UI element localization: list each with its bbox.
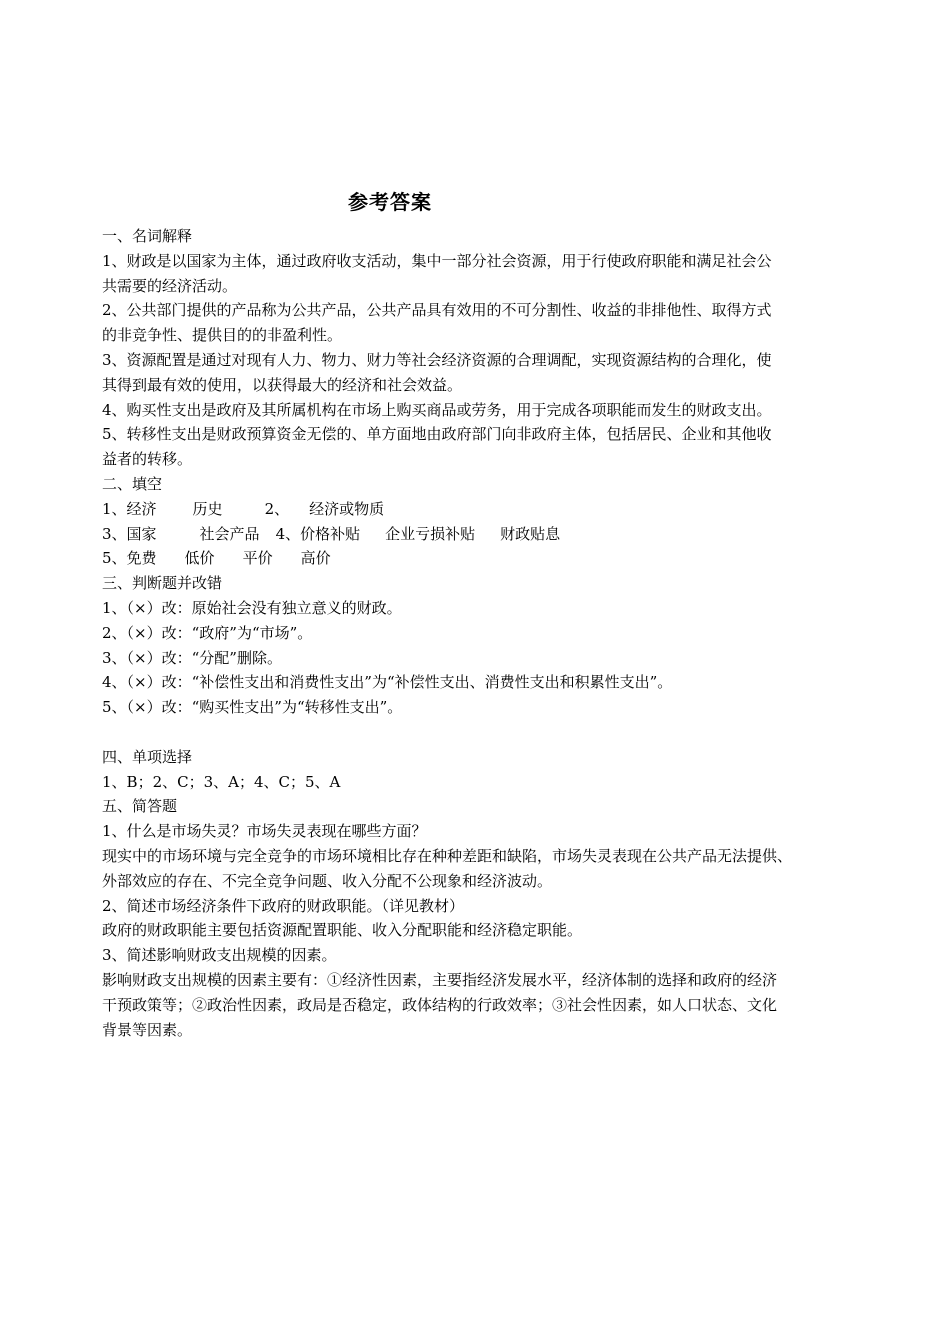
text-line: 2、（×）改：“政府”为“市场”。 [102, 623, 313, 642]
text-line: 1、什么是市场失灵？市场失灵表现在哪些方面？ [102, 822, 427, 841]
blank-answer: 历史 [192, 499, 223, 518]
blank-answer: 社会产品 [199, 524, 260, 543]
blank-answer: 3、国家 [102, 524, 157, 543]
blank-answer: 高价 [300, 549, 331, 568]
text-line: 3、（×）改：“分配”删除。 [102, 648, 282, 667]
text-line: 5、（×）改：“购买性支出”为“转移性支出”。 [102, 698, 403, 717]
text-line: 4、（×）改：“补偿性支出和消费性支出”为“补偿性支出、消费性支出和积累性支出”。 [102, 673, 673, 692]
text-line: 背景等因素。 [102, 1020, 193, 1039]
section-heading-definitions: 一、名词解释 [102, 227, 193, 245]
text-line: 外部效应的存在、不完全竞争问题、收入分配不公现象和经济波动。 [102, 871, 553, 890]
section-heading-fill-blank: 二、填空 [102, 474, 163, 493]
text-line: 共需要的经济活动。 [102, 276, 238, 295]
choice-answers: 1、B；2、C；3、A；4、C；5、A [102, 772, 341, 791]
blank-answer: 4、价格补贴 [275, 524, 361, 543]
blank-answer: 低价 [184, 549, 215, 568]
section-heading-true-false: 三、判断题并改错 [102, 574, 223, 593]
document-body [102, 224, 872, 1042]
blank-answer: 经济或物质 [309, 499, 385, 518]
blank-answer: 财政贴息 [500, 524, 561, 543]
text-line: 1、财政是以国家为主体，通过政府收支活动，集中一部分社会资源，用于行使政府职能和满足社会公 [102, 251, 772, 270]
section-heading-single-choice: 四、单项选择 [102, 747, 193, 766]
blank-answer: 平价 [242, 549, 273, 568]
text-line: 3、资源配置是通过对现有人力、物力、财力等社会经济资源的合理调配，实现资源结构的合理化，使 [102, 350, 772, 369]
text-line: 3、简述影响财政支出规模的因素。 [102, 946, 337, 965]
text-line: 益者的转移。 [102, 450, 193, 469]
blank-answer: 企业亏损补贴 [385, 524, 476, 543]
fill-blank-row [102, 497, 872, 522]
text-line: 5、转移性支出是财政预算资金无偿的、单方面地由政府部门向非政府主体，包括居民、企业和其他收 [102, 425, 772, 444]
fill-blank-row [102, 522, 872, 547]
blank-answer: 2、 [264, 499, 290, 518]
text-line: 现实中的市场环境与完全竞争的市场环境相比存在种种差距和缺陷，市场失灵表现在公共产品无法提供、 [102, 846, 793, 865]
text-line: 政府的财政职能主要包括资源配置职能、收入分配职能和经济稳定职能。 [102, 921, 583, 940]
fill-blank-row [102, 546, 872, 571]
text-line: 的非竞争性、提供目的的非盈利性。 [102, 326, 343, 345]
document-title: 参考答案 [348, 190, 432, 214]
blank-answer: 1、经济 [102, 499, 157, 518]
text-line: 2、简述市场经济条件下政府的财政职能。（详见教材） [102, 896, 465, 915]
text-line: 其得到最有效的使用，以获得最大的经济和社会效益。 [102, 375, 463, 394]
blank-answer: 5、免费 [102, 549, 157, 568]
text-line: 4、购买性支出是政府及其所属机构在市场上购买商品或劳务，用于完成各项职能而发生的财政支出。 [102, 400, 772, 419]
text-line: 1、（×）改：原始社会没有独立意义的财政。 [102, 598, 402, 617]
text-line: 干预政策等；②政治性因素，政局是否稳定，政体结构的行政效率；③社会性因素，如人口状态、文化 [102, 995, 778, 1014]
text-line: 2、公共部门提供的产品称为公共产品，公共产品具有效用的不可分割性、收益的非排他性、取得方式 [102, 301, 772, 320]
section-heading-short-answer: 五、简答题 [102, 797, 178, 816]
blank-line [102, 720, 872, 745]
text-line: 影响财政支出规模的因素主要有：①经济性因素，主要指经济发展水平，经济体制的选择和政府的经济 [102, 970, 778, 989]
